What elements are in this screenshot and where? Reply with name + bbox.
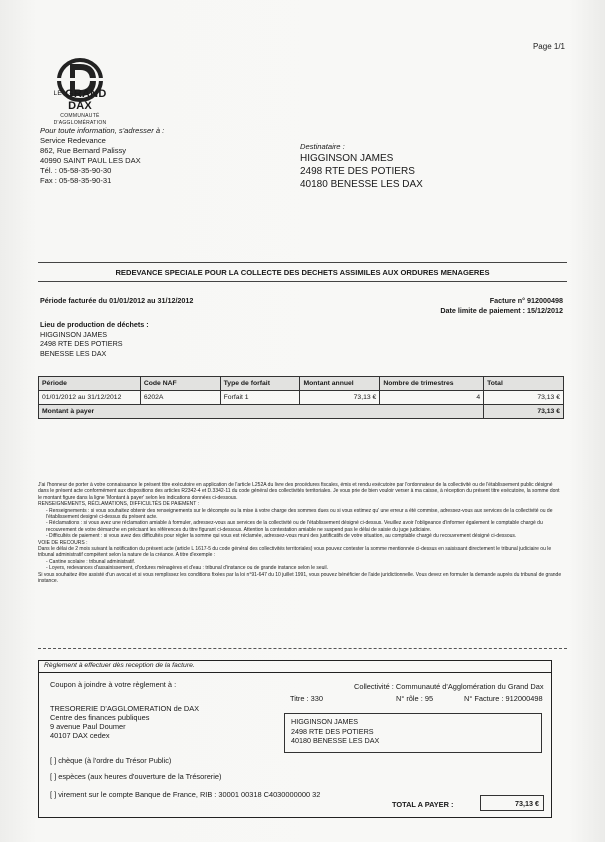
logo-text <box>40 88 120 126</box>
slip-address-line: 40180 BENESSE LES DAX <box>291 736 380 745</box>
collectivite: Collectivité : Communauté d'Agglomération du Grand Dax <box>354 682 544 691</box>
legal-paragraph: VOIE DE RECOURS : <box>38 539 88 546</box>
recipient-line: HIGGINSON JAMES <box>300 153 394 164</box>
coupon-label: Coupon à joindre à votre règlement à : <box>50 680 177 689</box>
production-site-line: BENESSE LES DAX <box>40 348 107 358</box>
billing-period: Période facturée du 01/01/2012 au 31/12/2012 <box>40 296 194 305</box>
column-header: Nombre de trimestres <box>380 377 484 391</box>
total-to-pay-value: 73,13 € <box>480 795 544 811</box>
recipient-line: 2498 RTE DES POTIERS <box>300 166 415 177</box>
logo-sub-2: D'AGGLOMÉRATION <box>53 120 107 126</box>
recipient-line: 40180 BENESSE LES DAX <box>300 179 423 190</box>
table-cell: 4 <box>380 391 484 405</box>
legal-text <box>38 482 564 585</box>
legal-paragraph: - Difficultés de paiement : si vous avez des difficultés pour régler la somme qui vous est réclamée, adressez-vous muni des justificatifs de votre situation, au comptable chargé du recouvrement désigné ci-dessous. <box>46 533 517 540</box>
page-number: Page 1/1 <box>532 42 565 51</box>
tear-line <box>38 648 567 649</box>
treasury-line: Centre des finances publiques <box>50 713 150 722</box>
treasury-line: 9 avenue Paul Doumer <box>50 722 126 731</box>
payment-slip-header: Règlement à effectuer dès reception de la facture. <box>38 660 552 673</box>
invoice-table <box>38 376 564 419</box>
column-header: Montant annuel <box>300 377 380 391</box>
recipient-block <box>300 142 423 191</box>
legal-paragraph: Dans le délai de 2 mois suivant la notification du présent acte (article L 1617-5 du code général des collectivités territoriales) vous pouvez contester la somme mentionnée ci-dessus en saisissant directement le tribunal judiciaire ou le tribunal administratif compétent selon la nature de la créance. A titre d'exemple : <box>38 546 552 559</box>
slip-recipient-address <box>284 713 542 753</box>
treasury-line: 40107 DAX cedex <box>50 731 110 740</box>
slip-invoice-number: N° Facture : 912000498 <box>464 694 543 703</box>
production-site-label: Lieu de production de déchets : <box>40 320 149 329</box>
payment-option-transfer: [ ] virement sur le compte Banque de France, RIB : 30001 00318 C4030000000 32 <box>50 790 321 799</box>
column-header: Code NAF <box>140 377 220 391</box>
production-site <box>40 320 149 358</box>
total-to-pay-label: TOTAL A PAYER : <box>392 800 454 809</box>
table-cell: Forfait 1 <box>220 391 300 405</box>
legal-paragraph: - Réclamations : si vous avez une réclamation amiable à formuler, adressez-vous aux services de la collectivité ou de l'établissement désigné ci-dessus. Veuillez avoir l'obligeance d'informer également le comptable chargé du recouvrement de votre démarche en précisant les références du titre figurant ci-dessous. Attention la contestation amiable ne suspend pas le délai de saisie du juge judiciaire. <box>46 520 543 533</box>
column-header: Période <box>39 377 141 391</box>
table-header-row <box>39 377 564 391</box>
legal-paragraph: RENSEIGNEMENTS, RÉCLAMATIONS, DIFFICULTÉS DE PAIEMENT : <box>38 501 200 508</box>
legal-paragraph: - Cantine scolaire : tribunal administratif. <box>46 558 136 565</box>
role-number: N° rôle : 95 <box>396 694 434 703</box>
invoice-number: Facture n° 912000498 <box>489 296 563 305</box>
logo-sub-1: COMMUNAUTÉ <box>60 113 100 119</box>
column-header: Total <box>484 377 564 391</box>
sender-block <box>40 126 164 186</box>
treasury-line: TRESORERIE D'AGGLOMERATION de DAX <box>50 704 200 713</box>
production-site-line: HIGGINSON JAMES <box>40 329 108 339</box>
legal-paragraph: - Renseignements : si vous souhaitez obtenir des renseignements sur le décompte ou la mise à votre charge des sommes dues ou si vous estimez qu' une erreur a été commise, adressez-vous aux services de la collectivité ou de l'établissement designé ci-dessus du présent acte. <box>46 507 553 521</box>
legal-paragraph: Si vous souhaitez être assisté d'un avocat et si vous remplissez les conditions fixées par la loi n°91-647 du 10 juillet 1991, vous pouvez bénéficier de l'aide juridictionnelle. Vous devez en formuler la demande auprès du tribunal de grande instance. <box>38 571 562 585</box>
payment-option-cheque: [ ] chèque (à l'ordre du Trésor Public) <box>50 756 172 765</box>
divider <box>38 262 567 263</box>
due-date: Date limite de paiement : 15/12/2012 <box>440 306 563 315</box>
titre-number: Titre : 330 <box>290 694 323 703</box>
slip-address-line: 2498 RTE DES POTIERS <box>291 726 374 736</box>
slip-address-line: HIGGINSON JAMES <box>291 717 359 726</box>
document-title: REDEVANCE SPECIALE POUR LA COLLECTE DES DECHETS ASSIMILES AUX ORDURES MENAGERES <box>115 268 490 277</box>
sender-line: Fax : 05-58-35-90-31 <box>40 176 112 185</box>
table-row <box>39 391 564 405</box>
table-cell: 73,13 € <box>484 391 564 405</box>
sender-line: Service Redevance <box>40 136 106 145</box>
table-cell: 6202A <box>140 391 220 405</box>
production-site-line: 2498 RTE DES POTIERS <box>40 339 123 348</box>
sender-line: 862, Rue Bernard Palissy <box>40 146 127 155</box>
column-header: Type de forfait <box>220 377 300 391</box>
sender-line: 40990 SAINT PAUL LES DAX <box>40 156 141 165</box>
total-label: Montant à payer <box>39 405 484 419</box>
legal-paragraph: - Loyers, redevances d'assainissement, d'ordures ménagères et d'eau : tribunal d'instance ou de grande instance selon le seuil. <box>46 565 329 572</box>
treasury-address <box>50 704 199 740</box>
table-cell: 01/01/2012 au 31/12/2012 <box>39 391 141 405</box>
table-cell: 73,13 € <box>300 391 380 405</box>
logo-brand: LE GRAND DAX <box>53 88 107 112</box>
recipient-label: Destinataire : <box>300 142 345 151</box>
invoice-reference <box>440 296 563 316</box>
total-value: 73,13 € <box>484 405 564 419</box>
table-total-row <box>39 405 564 419</box>
sender-intro: Pour toute information, s'adresser à : <box>40 126 165 135</box>
legal-paragraph: J'ai l'honneur de porter à votre connaissance le présent titre exécutoire en application de l'article L252A du livre des procédures fiscales, émis et rendu exécutoire par l'ordonnateur de la collectivité ou de l'établissement public désigné dans le présent acte conformément aux dispositions des articles R2342-4 et D.3342-11 du code général des collectivités territoriales. Je vous prie de bien vouloir verser à ma caisse, à réception du présent titre exécutoire, la somme dont le montant figure dans la ligne 'Montant à payer' selon les indications données ci-dessous. <box>38 482 560 501</box>
sender-line: Tél. : 05-58-35-90-30 <box>40 166 112 175</box>
payment-option-cash: [ ] espèces (aux heures d'ouverture de la Trésorerie) <box>50 772 222 781</box>
divider <box>38 281 567 282</box>
